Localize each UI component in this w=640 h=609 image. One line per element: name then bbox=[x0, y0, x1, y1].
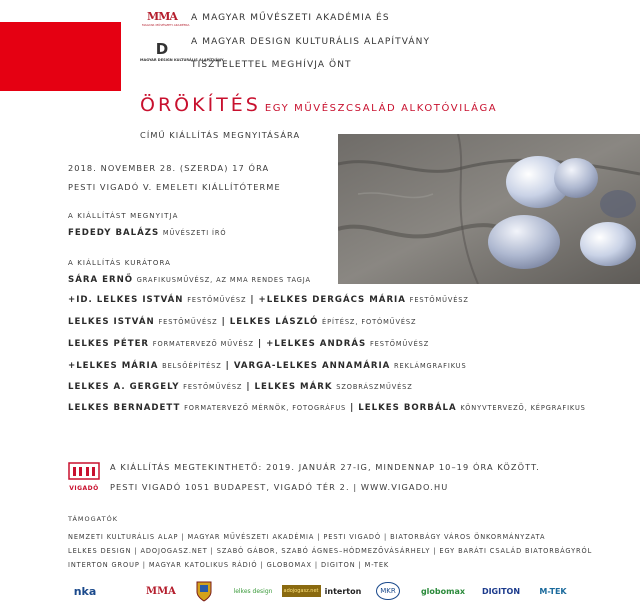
artist-separator: | bbox=[257, 339, 263, 349]
artist-role: FORMATERVEZŐ MÉRNÖK, FOTOGRÁFUS bbox=[184, 404, 347, 412]
artist-name: +LELKES ANDRÁS bbox=[266, 339, 367, 349]
artist-role: KÖNYVTERVEZŐ, KÉPGRAFIKUS bbox=[460, 404, 586, 412]
opening-name: FEDEDY BALÁZS bbox=[68, 228, 160, 238]
artist-row bbox=[68, 339, 429, 349]
artist-separator: | bbox=[221, 317, 226, 327]
vigado-building-icon bbox=[68, 461, 100, 481]
artist-role: ÉPÍTÉSZ, FOTÓMŰVÉSZ bbox=[322, 318, 417, 326]
sponsors-title: TÁMOGATÓK bbox=[68, 515, 118, 523]
lelkes-design-logo: lelkes design bbox=[233, 587, 273, 595]
stones-illustration bbox=[338, 134, 640, 284]
curator-person bbox=[68, 274, 311, 285]
artist-role: BELSŐÉPÍTÉSZ bbox=[162, 362, 222, 370]
curator-name: SÁRA ERNŐ bbox=[68, 275, 134, 285]
opening-label: A KIÁLLÍTÁST MEGNYITJA bbox=[68, 212, 179, 220]
artist-role: REKLÁMGRAFIKUS bbox=[394, 362, 467, 370]
interton-logo: interton bbox=[324, 586, 362, 596]
sponsor-line-3: INTERTON GROUP | MAGYAR KATOLIKUS RÁDIÓ | GLOBOMAX | DIGITON | M-TEK bbox=[68, 561, 390, 569]
visit-address: PESTI VIGADÓ 1051 BUDAPEST, VIGADÓ TÉR 2. | WWW.VIGADO.HU bbox=[110, 482, 449, 492]
artist-name: LELKES BERNADETT bbox=[68, 403, 181, 413]
opening-role: MŰVÉSZETI ÍRÓ bbox=[162, 229, 227, 237]
artist-row bbox=[68, 361, 467, 371]
intro-text: CÍMŰ KIÁLLÍTÁS MEGNYITÁSÁRA bbox=[140, 130, 301, 140]
artist-name: LELKES ISTVÁN bbox=[68, 317, 155, 327]
curator-role: GRAFIKUSMŰVÉSZ, AZ MMA RENDES TAGJA bbox=[136, 276, 311, 284]
artist-role: FESTŐMŰVÉSZ bbox=[183, 383, 243, 391]
artist-name: LELKES MÁRK bbox=[254, 382, 333, 392]
artist-role: FESTŐMŰVÉSZ bbox=[187, 296, 247, 304]
header-line-1: A MAGYAR MŰVÉSZETI AKADÉMIA ÉS bbox=[191, 13, 390, 23]
opening-person bbox=[68, 227, 226, 238]
mma-sponsor-logo: MMA bbox=[146, 585, 176, 597]
artist-name: LELKES BORBÁLA bbox=[358, 403, 457, 413]
title-main: ÖRÖKÍTÉS bbox=[140, 94, 261, 116]
artist-separator: | bbox=[350, 403, 355, 413]
artist-row bbox=[68, 317, 416, 327]
nka-logo: nka bbox=[73, 584, 97, 598]
artist-row bbox=[68, 382, 413, 392]
red-decorative-block bbox=[0, 22, 121, 91]
artist-name: +LELKES MÁRIA bbox=[68, 361, 159, 371]
mma-logo: MMA MAGYAR MŰVÉSZETI AKADÉMIA bbox=[142, 10, 190, 27]
coat-of-arms-icon bbox=[196, 578, 212, 604]
curator-label: A KIÁLLÍTÁS KURÁTORA bbox=[68, 259, 172, 267]
title-subtitle: EGY MŰVÉSZCSALÁD ALKOTÓVILÁGA bbox=[264, 103, 498, 114]
mkr-logo: MKR bbox=[372, 578, 404, 604]
sponsor-line-2: LELKES DESIGN | ADOJOGASZ.NET | SZABÓ GÁBOR, SZABÓ ÁGNES–HÓDMEZŐVÁSÁRHELY | EGY BARÁTI CSALÁD BIATORBÁGYRÓL bbox=[68, 547, 593, 555]
visit-hours: A KIÁLLÍTÁS MEGTEKINTHETŐ: 2019. JANUÁR 27-IG, MINDENNAP 10–19 ÓRA KÖZÖTT. bbox=[110, 462, 540, 472]
digiton-logo: DIGITON bbox=[481, 586, 521, 596]
artist-name: +LELKES DERGÁCS MÁRIA bbox=[258, 295, 406, 305]
magyar-design-logo: D MAGYAR DESIGN KULTURÁLIS ALAPÍTVÁNY bbox=[140, 40, 224, 62]
header-line-2: A MAGYAR DESIGN KULTURÁLIS ALAPÍTVÁNY bbox=[191, 37, 431, 47]
artist-name: LELKES PÉTER bbox=[68, 339, 150, 349]
artist-role: FORMATERVEZŐ MŰVÉSZ bbox=[152, 340, 254, 348]
artist-separator: | bbox=[250, 295, 255, 305]
stones-photo bbox=[338, 134, 640, 284]
event-venue: PESTI VIGADÓ V. EMELETI KIÁLLÍTÓTERME bbox=[68, 182, 281, 192]
exhibition-title bbox=[140, 94, 497, 116]
event-date: 2018. NOVEMBER 28. (SZERDA) 17 ÓRA bbox=[68, 163, 270, 173]
artist-name: LELKES LÁSZLÓ bbox=[229, 317, 319, 327]
globomax-logo: globomax bbox=[420, 586, 466, 596]
artist-role: SZOBRÁSZMŰVÉSZ bbox=[336, 383, 413, 391]
artist-name: LELKES A. GERGELY bbox=[68, 382, 180, 392]
artist-role: FESTŐMŰVÉSZ bbox=[369, 340, 430, 348]
artist-row bbox=[68, 403, 586, 413]
artist-separator: | bbox=[246, 382, 251, 392]
artist-separator: | bbox=[225, 361, 230, 371]
adojogasz-logo: adojogasz.net bbox=[282, 578, 320, 604]
mtek-logo: M-TEK bbox=[539, 586, 567, 596]
artist-role: FESTŐMŰVÉSZ bbox=[158, 318, 218, 326]
artist-row bbox=[68, 295, 469, 305]
sponsor-line-1: NEMZETI KULTURÁLIS ALAP | MAGYAR MŰVÉSZETI AKADÉMIA | PESTI VIGADÓ | BIATORBÁGY VÁROS ÖNKORMÁNYZATA bbox=[68, 533, 546, 541]
vigado-logo: VIGADÓ bbox=[68, 461, 100, 491]
header-line-3: TISZTELETTEL MEGHÍVJA ÖNT bbox=[191, 60, 352, 70]
artist-role: FESTŐMŰVÉSZ bbox=[409, 296, 469, 304]
artist-name: +ID. LELKES ISTVÁN bbox=[68, 295, 184, 305]
artist-name: VARGA-LELKES ANNAMÁRIA bbox=[233, 361, 391, 371]
